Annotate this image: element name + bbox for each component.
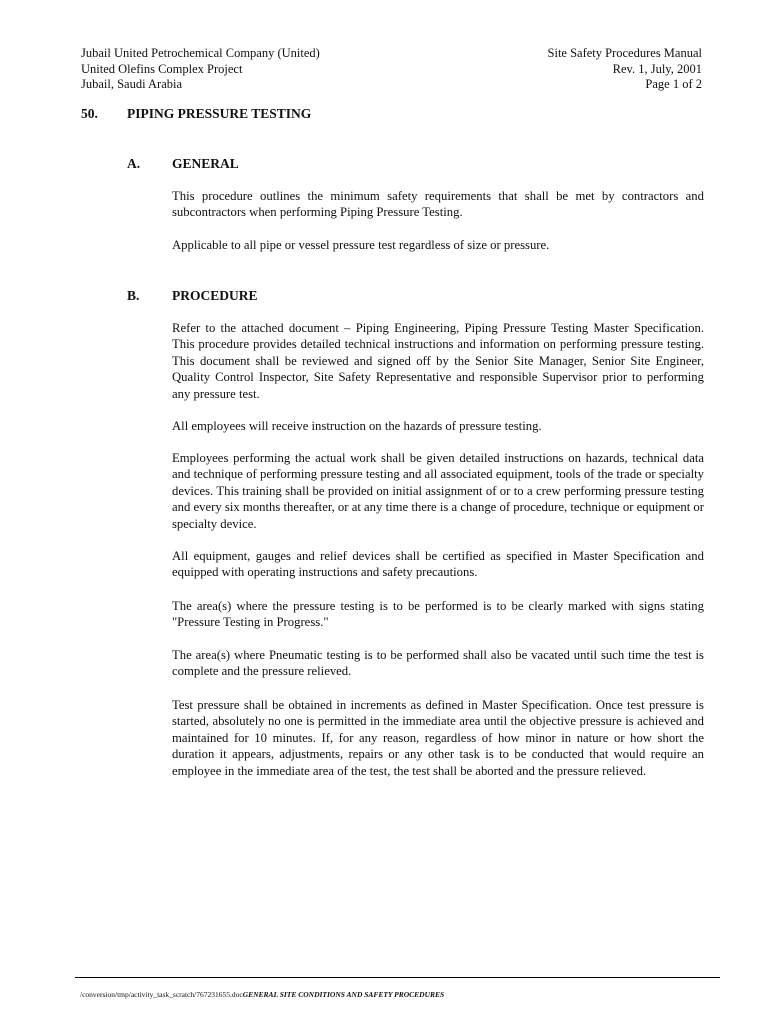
revision: Rev. 1, July, 2001 bbox=[612, 61, 702, 76]
footer bbox=[80, 990, 444, 999]
manual-title: Site Safety Procedures Manual bbox=[547, 46, 702, 60]
file-path: /conversion/tmp/activity_task_scratch/767231655.doc bbox=[80, 990, 243, 999]
manual-header bbox=[548, 46, 702, 93]
section-letter: A. bbox=[127, 156, 141, 171]
company-header bbox=[81, 46, 320, 93]
paragraph: Applicable to all pipe or vessel pressure test regardless of size or pressure. bbox=[172, 238, 550, 252]
paragraph: The area(s) where the pressure testing is to be performed is to be clearly marked with signs stating "Pressure Testing in Progress." bbox=[172, 599, 704, 630]
section-heading-general bbox=[127, 156, 239, 172]
footer-document-title: GENERAL SITE CONDITIONS AND SAFETY PROCEDURES bbox=[242, 990, 445, 999]
section-title: PROCEDURE bbox=[172, 288, 258, 303]
project-name: United Olefins Complex Project bbox=[81, 61, 243, 76]
section-letter: B. bbox=[127, 288, 140, 303]
paragraph: Refer to the attached document – Piping Engineering, Piping Pressure Testing Master Specification. This procedure provides detailed technical instructions and information on performing pressure testing. This document shall be reviewed and signed off by the Senior Site Manager, Senior Site Engineer, Quality Control Inspector, Site Safety Representative and responsible Supervisor prior to performing any pressure test. bbox=[172, 321, 704, 401]
paragraph: All employees will receive instruction on the hazards of pressure testing. bbox=[172, 419, 542, 433]
section-number: 50. bbox=[81, 106, 98, 121]
title-text: PIPING PRESSURE TESTING bbox=[127, 106, 312, 121]
document-title bbox=[81, 106, 311, 122]
footer-divider bbox=[75, 977, 720, 978]
paragraph: Test pressure shall be obtained in increments as defined in Master Specification. Once test pressure is started, absolutely no one is permitted in the immediate area until the objective pressure is achieved and maintained for 10 minutes. If, for any reason, regardless of how minor in nature or how short the duration it appears, adjustments, repairs or any other task is to be conducted that would require an employee in the immediate area of the test, the test shall be aborted and the pressure relieved. bbox=[172, 698, 704, 778]
location: Jubail, Saudi Arabia bbox=[81, 77, 183, 91]
paragraph: Employees performing the actual work shall be given detailed instructions on hazards, technical data and technique of performing pressure testing and all associated equipment, tools of the trade or specialty devices. This training shall be provided on initial assignment of or to a crew performing pressure testing and every six months thereafter, or at any time there is a change of procedure, technique or equipment or specialty device. bbox=[172, 451, 704, 531]
section-title: GENERAL bbox=[172, 156, 239, 171]
company-name: Jubail United Petrochemical Company (United) bbox=[81, 46, 320, 60]
paragraph: The area(s) where Pneumatic testing is to be performed shall also be vacated until such time the test is complete and the pressure relieved. bbox=[172, 648, 704, 679]
section-heading-procedure bbox=[127, 288, 258, 304]
page-number: Page 1 of 2 bbox=[645, 77, 702, 91]
paragraph: All equipment, gauges and relief devices shall be certified as specified in Master Specification and equipped with operating instructions and safety precautions. bbox=[172, 549, 704, 580]
paragraph: This procedure outlines the minimum safety requirements that shall be met by contractors and subcontractors when performing Piping Pressure Testing. bbox=[172, 189, 704, 220]
